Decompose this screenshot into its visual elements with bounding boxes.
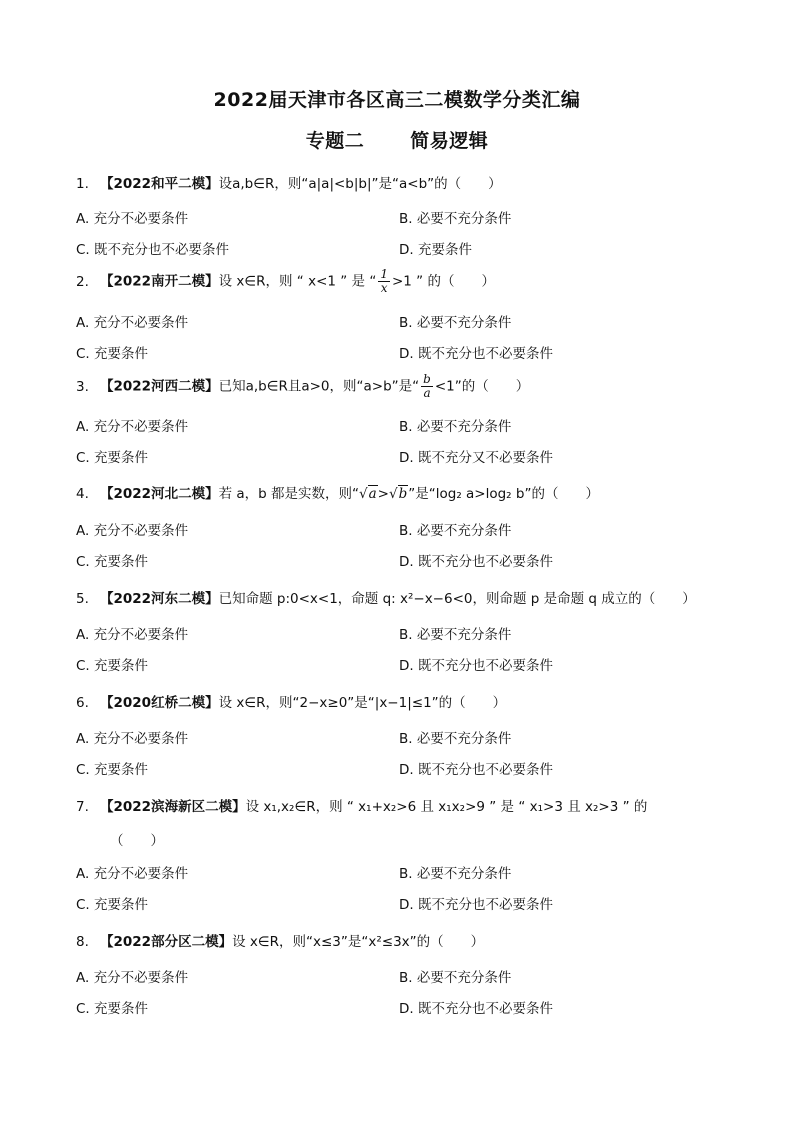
topic-heading (0, 126, 794, 153)
fraction-numerator: b (423, 372, 431, 386)
question-number: 6. (76, 695, 89, 711)
option-d: D. 既不充分也不必要条件 (399, 658, 553, 674)
question-stem-start: 已知a,b∈R且a>0，则“a>b”是“ (218, 378, 420, 395)
question-1 (76, 172, 502, 192)
option-d: D. 既不充分也不必要条件 (399, 897, 553, 913)
question-stem: 设a,b∈R，则“a|a|<b|b|”是“a<b”的（ ） (218, 176, 502, 192)
document-title: 2022届天津市各区高三二模数学分类汇编 (213, 89, 581, 111)
question-7 (76, 795, 647, 815)
option-b: B. 必要不充分条件 (399, 211, 512, 227)
question-number: 1. (76, 176, 89, 192)
sqrt-radicand: a (368, 486, 377, 502)
question-source: 【2022部分区二模】 (100, 934, 233, 950)
sqrt-radicand: b (398, 486, 408, 502)
topic-number: 专题二 (305, 130, 365, 152)
fraction-denominator: x (380, 281, 388, 295)
question-source: 【2022南开二模】 (100, 273, 219, 290)
option-c: C. 充要条件 (76, 897, 149, 913)
sqrt-expression: √a (359, 486, 377, 502)
option-a: A. 充分不必要条件 (76, 419, 189, 435)
question-source: 【2020红桥二模】 (100, 695, 219, 711)
sqrt-expression: √b (388, 486, 408, 502)
option-c: C. 充要条件 (76, 658, 149, 674)
comparison-sign: > (377, 486, 389, 502)
question-stem-start: 设 x∈R，则 “ x<1 ” 是 “ (218, 273, 377, 290)
option-d: D. 既不充分又不必要条件 (399, 450, 553, 466)
option-c: C. 充要条件 (76, 1001, 149, 1017)
option-a: A. 充分不必要条件 (76, 731, 189, 747)
question-6 (76, 691, 506, 711)
question-stem: 已知命题 p:0<x<1，命题 q: x²−x−6<0，则命题 p 是命题 q 成立的（ ） (218, 591, 696, 607)
question-number: 5. (76, 591, 89, 607)
question-source: 【2022河北二模】 (100, 486, 219, 502)
option-c: C. 充要条件 (76, 450, 149, 466)
question-source: 【2022滨海新区二模】 (100, 799, 246, 815)
fraction (378, 268, 390, 295)
option-b: B. 必要不充分条件 (399, 627, 512, 643)
answer-blank: （ ） (110, 833, 164, 849)
question-stem-end: ”是“log₂ a>log₂ b”的（ ） (408, 486, 599, 502)
question-source: 【2022河东二模】 (100, 591, 219, 607)
option-b: B. 必要不充分条件 (399, 419, 512, 435)
question-number: 2. (76, 273, 89, 290)
option-c: C. 充要条件 (76, 554, 149, 570)
question-stem: 设 x∈R，则“x≤3”是“x²≤3x”的（ ） (232, 934, 485, 950)
question-2 (76, 268, 495, 295)
question-source: 【2022和平二模】 (100, 176, 219, 192)
option-d: D. 充要条件 (399, 242, 472, 258)
question-3 (76, 373, 529, 400)
question-4 (76, 482, 599, 502)
option-a: A. 充分不必要条件 (76, 523, 189, 539)
option-a: A. 充分不必要条件 (76, 627, 189, 643)
fraction (421, 373, 433, 400)
option-c: C. 充要条件 (76, 762, 149, 778)
question-5 (76, 587, 696, 607)
fraction-numerator: 1 (380, 267, 388, 281)
question-stem-start: 若 a，b 都是实数，则“ (218, 486, 359, 502)
option-b: B. 必要不充分条件 (399, 523, 512, 539)
question-number: 3. (76, 378, 89, 395)
question-stem-end: <1”的（ ） (434, 378, 530, 395)
question-stem-end: >1 ” 的（ ） (391, 273, 495, 290)
topic-name: 简易逻辑 (410, 130, 489, 152)
question-source: 【2022河西二模】 (100, 378, 219, 395)
option-d: D. 既不充分也不必要条件 (399, 554, 553, 570)
question-number: 4. (76, 486, 89, 502)
option-c: C. 充要条件 (76, 346, 149, 362)
option-a: A. 充分不必要条件 (76, 211, 189, 227)
option-a: A. 充分不必要条件 (76, 866, 189, 882)
question-number: 8. (76, 934, 89, 950)
option-b: B. 必要不充分条件 (399, 731, 512, 747)
option-a: A. 充分不必要条件 (76, 970, 189, 986)
option-b: B. 必要不充分条件 (399, 866, 512, 882)
question-stem: 设 x₁,x₂∈R，则 “ x₁+x₂>6 且 x₁x₂>9 ” 是 “ x₁>3 且 x₂>3 ” 的 (245, 799, 648, 815)
question-stem: 设 x∈R，则“2−x≥0”是“|x−1|≤1”的（ ） (218, 695, 507, 711)
option-d: D. 既不充分也不必要条件 (399, 762, 553, 778)
question-number: 7. (76, 799, 89, 815)
option-d: D. 既不充分也不必要条件 (399, 1001, 553, 1017)
option-c: C. 既不充分也不必要条件 (76, 242, 230, 258)
option-b: B. 必要不充分条件 (399, 315, 512, 331)
option-d: D. 既不充分也不必要条件 (399, 346, 553, 362)
option-b: B. 必要不充分条件 (399, 970, 512, 986)
option-a: A. 充分不必要条件 (76, 315, 189, 331)
fraction-denominator: a (423, 386, 431, 400)
question-8 (76, 930, 484, 950)
